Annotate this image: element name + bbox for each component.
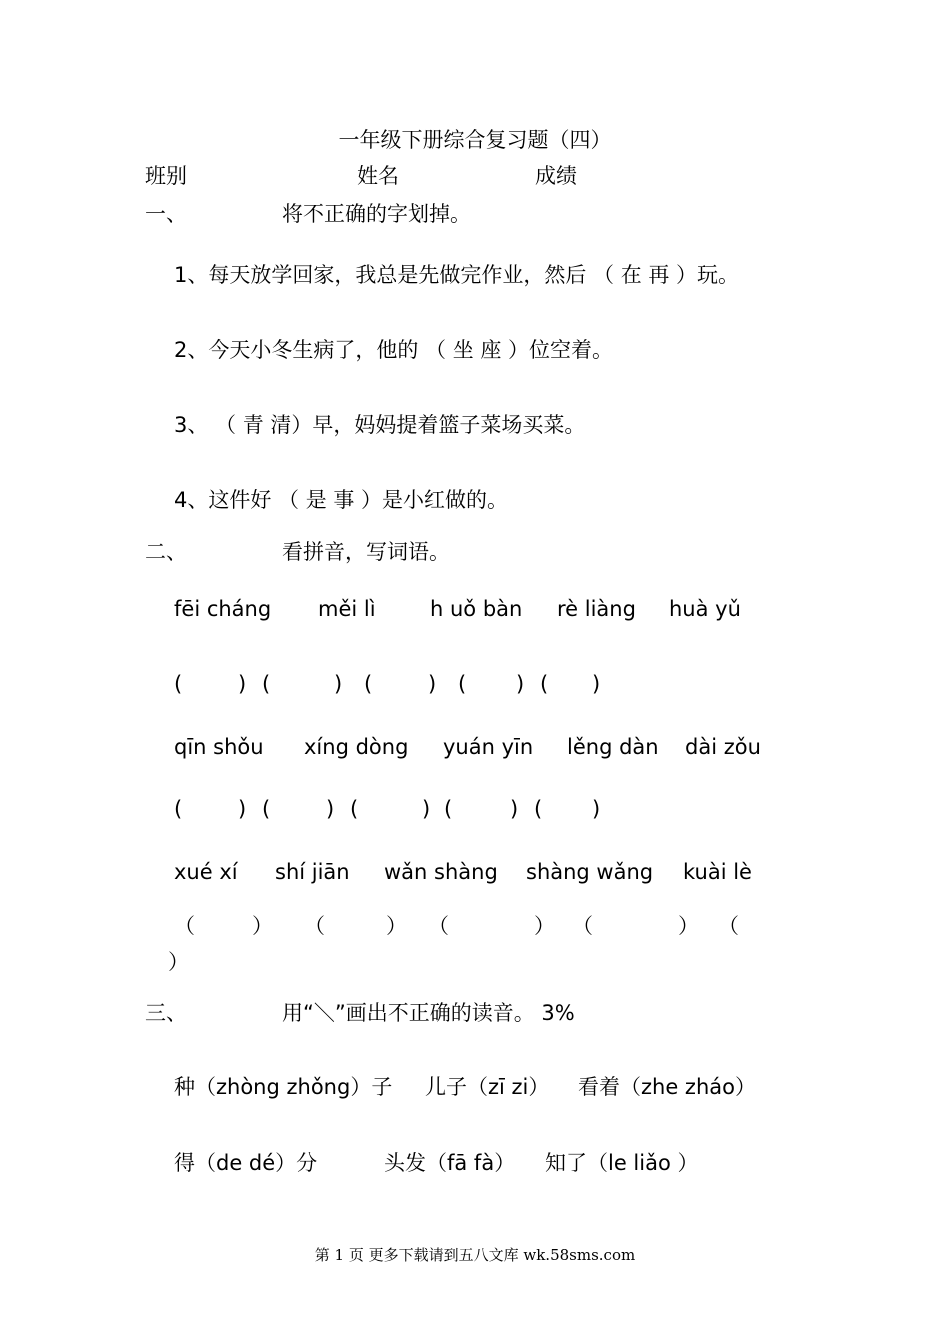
pinyin-word: fēi cháng [174,597,272,621]
section1-item-2: 2、今天小冬生病了，他的 （ 坐 座 ）位空着。 [174,338,614,362]
reading-item: 种（zhòng zhǒng）子 [174,1075,393,1099]
reading-item: 头发（fā fà） [384,1151,516,1175]
blank-open: ( [444,797,453,821]
page-title: 一年级下册综合复习题（四） [338,128,612,152]
pinyin-word: kuài lè [683,860,752,884]
section1-item-3: 3、 （ 青 清）早，妈妈提着篮子菜场买菜。 [174,413,586,437]
blank-close: ） [386,914,407,938]
section1-item-1: 1、每天放学回家，我总是先做完作业，然后 （ 在 再 ）玩。 [174,263,740,287]
pinyin-word: dài zǒu [685,735,761,759]
blank-open: （ [718,914,739,938]
blank-open: （ [572,914,593,938]
blank-close: ) [592,672,601,696]
blank-open: ( [262,672,271,696]
pinyin-word: qīn shǒu [174,735,264,759]
blank-close: ） [252,914,273,938]
blank-open: ( [174,672,183,696]
section1-item-4: 4、这件好 （ 是 事 ）是小红做的。 [174,488,509,512]
pinyin-word: shàng wǎng [526,860,654,884]
blank-close: ) [422,797,431,821]
section2-number: 二、 [145,540,187,564]
blank-close: ） [678,914,699,938]
blank-open: ( [534,797,543,821]
blank-open: （ [428,914,449,938]
blank-close: ） [534,914,555,938]
name-label: 姓名 [357,164,399,188]
blank-open: ( [174,797,183,821]
blank-open: ( [262,797,271,821]
section3-number: 三、 [145,1001,187,1025]
blank-close: ） [168,950,189,974]
pinyin-word: huà yǔ [669,597,741,621]
pinyin-word: xué xí [174,860,238,884]
reading-item: 知了（le liǎo ） [545,1151,699,1175]
blank-close: ) [516,672,525,696]
blank-close: ) [510,797,519,821]
section1-number: 一、 [145,202,187,226]
blank-close: ) [334,672,343,696]
pinyin-word: shí jiān [275,860,350,884]
blank-close: ) [592,797,601,821]
pinyin-word: h uǒ bàn [430,597,523,621]
blank-close: ) [326,797,335,821]
class-label: 班别 [145,164,187,188]
blank-open: ( [540,672,549,696]
section2-instruction: 看拼音，写词语。 [282,540,450,564]
blank-open: （ [304,914,325,938]
score-label: 成绩 [535,164,577,188]
page-footer: 第 1 页 更多下载请到五八文库 wk.58sms.com [314,1246,636,1264]
blank-close: ) [428,672,437,696]
blank-close: ) [238,797,247,821]
reading-item: 看着（zhe zháo） [578,1075,756,1099]
pinyin-word: rè liàng [557,597,636,621]
section3-instruction: 用“＼”画出不正确的读音。 3% [282,1001,575,1025]
blank-open: ( [350,797,359,821]
pinyin-word: měi lì [318,597,376,621]
reading-item: 得（de dé）分 [174,1151,318,1175]
pinyin-word: wǎn shàng [384,860,498,884]
blank-open: ( [458,672,467,696]
section1-instruction: 将不正确的字划掉。 [282,202,471,226]
blank-open: （ [174,914,195,938]
pinyin-word: yuán yīn [443,735,534,759]
pinyin-word: xíng dòng [304,735,409,759]
blank-open: ( [364,672,373,696]
reading-item: 儿子（zī zi） [425,1075,550,1099]
pinyin-word: lěng dàn [567,735,659,759]
blank-close: ) [238,672,247,696]
